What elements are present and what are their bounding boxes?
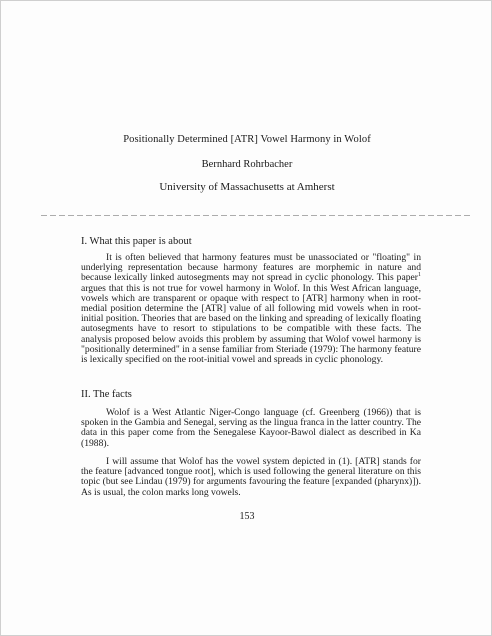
separator-rule xyxy=(41,215,471,216)
section-1-text-a: It is often believed that harmony features must be unassociated or "floating" in underlying representation because harmony features are morphemic in nature and because lexically linked autosegments may not spread in cyclic phonology. This paper xyxy=(81,252,421,284)
page-number: 153 xyxy=(239,511,255,522)
section-heading-1: I. What this paper is about xyxy=(81,236,192,247)
section-1-text-b: argues that this is not true for vowel harmony in Wolof. In this West African language, vowels which are transparent or opaque with respect to [ATR] harmony when in root-medial position determine the [ATR] value of all following mid vowels when in root-initial position. Theories that are based on the linking and spreading of lexically floating autosegments have to resort to stipulations to be compatible with these facts. The analysis proposed below avoids this problem by assuming that Wolof vowel harmony is "positionally determined" in a sense familiar from Steriade (1979): The harmony feature is lexically specified on the root-initial vowel and spreads in cyclic phonology. xyxy=(81,282,421,366)
section-heading-2: II. The facts xyxy=(81,389,132,400)
section-2-paragraph-2 xyxy=(81,457,421,498)
section-2-text-2: I will assume that Wolof has the vowel system depicted in (1). [ATR] stands for the feature [advanced tongue root], which is used following the general literature on this topic (but see Lindau (1979) for arguments favouring the feature [expanded (pharynx)]). As is usual, the colon marks long vowels. xyxy=(81,456,421,498)
section-2-paragraph-1 xyxy=(81,408,421,449)
paper-title: Positionally Determined [ATR] Vowel Harmony in Wolof xyxy=(123,134,371,145)
section-1-paragraph xyxy=(81,253,421,365)
author-name: Bernhard Rohrbacher xyxy=(201,159,293,170)
author-affiliation: University of Massachusetts at Amherst xyxy=(159,181,335,193)
section-2-text-1: Wolof is a West Atlantic Niger-Congo language (cf. Greenberg (1966)) that is spoken in the Gambia and Senegal, serving as the lingua franca in the latter country. The data in this paper come from the Senegalese Kayoor-Bawol dialect as described in Ka (1988). xyxy=(81,407,421,449)
footnote-marker: 1 xyxy=(418,272,421,279)
